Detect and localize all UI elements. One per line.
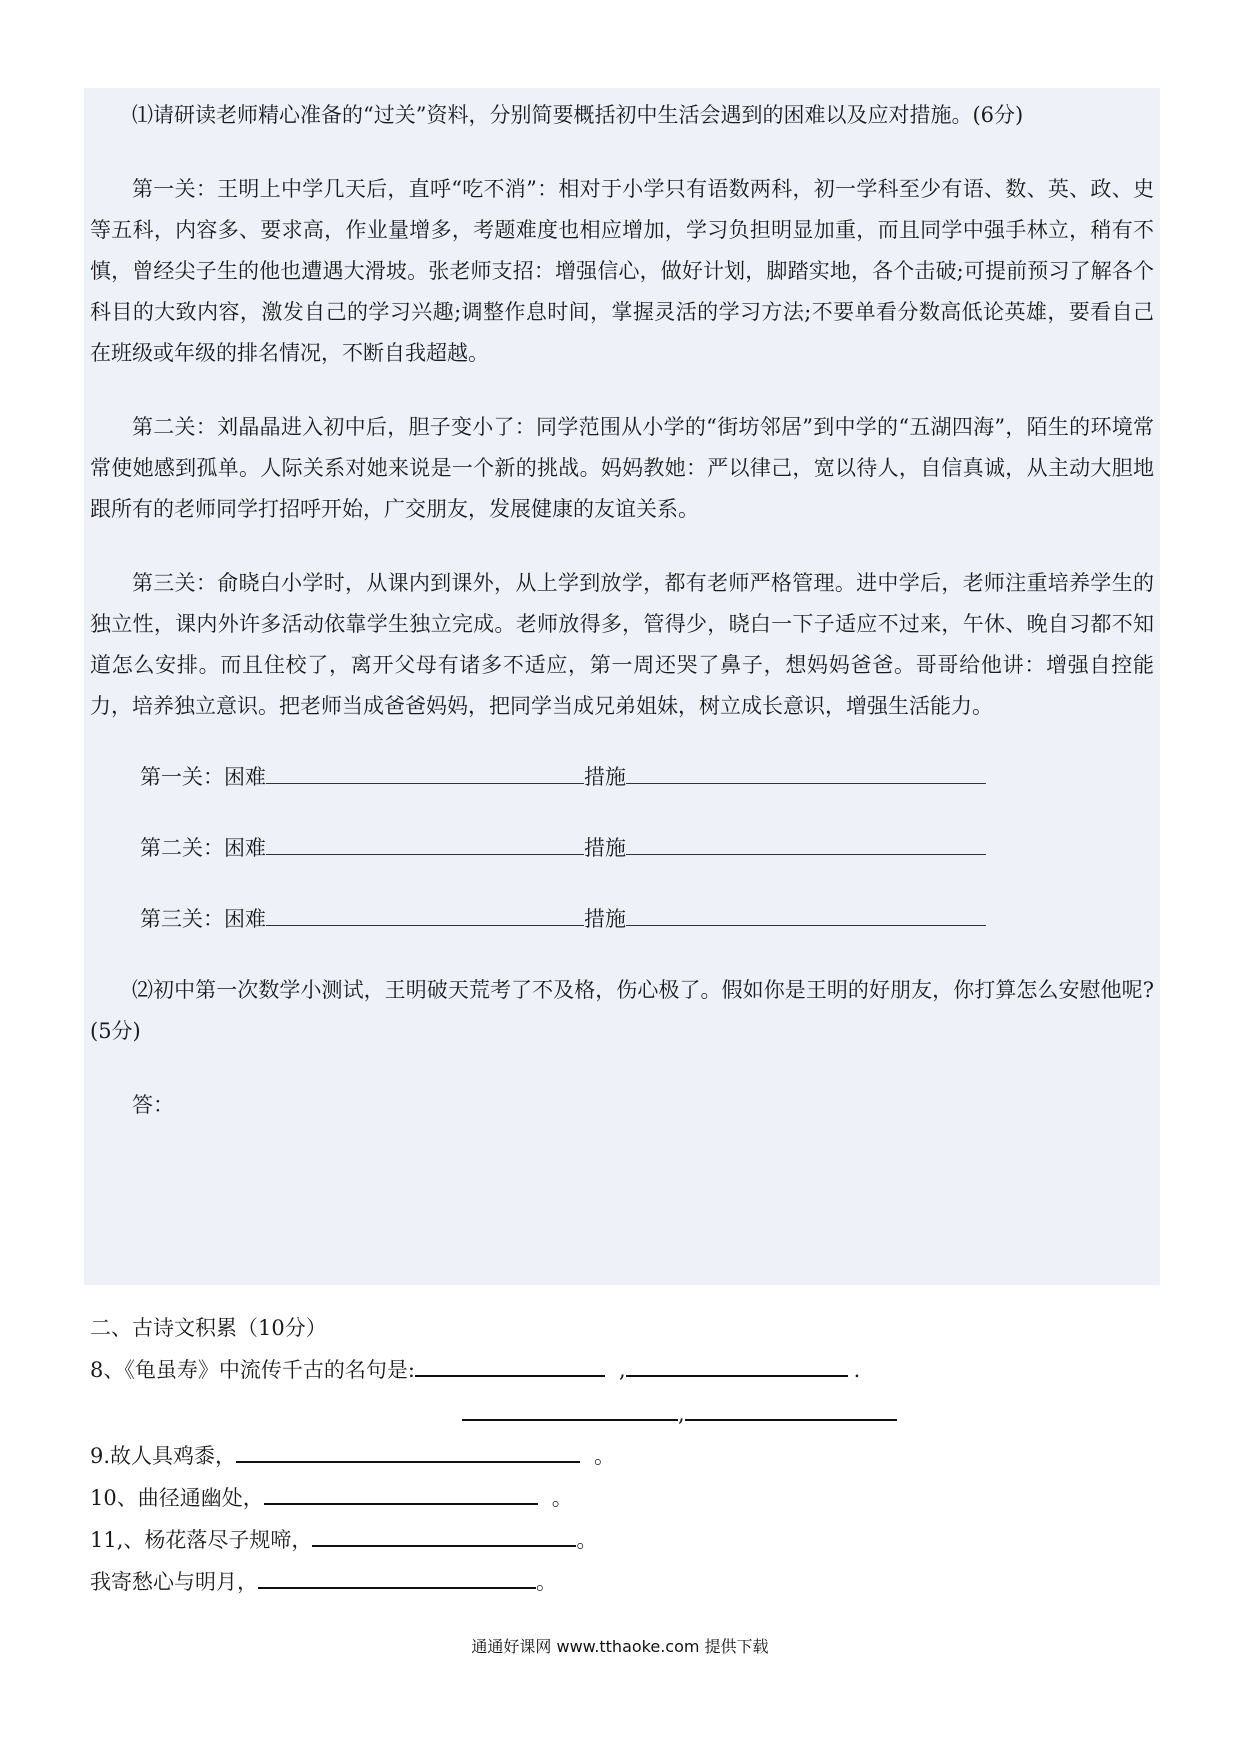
question11-line — [90, 1519, 1154, 1561]
measure-answer-line[interactable] — [626, 899, 986, 926]
q8-blank-1[interactable] — [415, 1349, 605, 1377]
section2-heading: 二、古诗文积累（10分） — [90, 1316, 327, 1340]
fill-row-measure-label: 措施 — [584, 907, 626, 931]
question11b-line — [90, 1561, 1154, 1603]
reading-question-content — [90, 95, 1154, 1126]
q8-separator: , — [618, 1358, 626, 1382]
q9-blank[interactable] — [236, 1435, 580, 1463]
answer-label: 答： — [132, 1093, 174, 1117]
question8-prompt: 8、《龟虽寿》中流传千古的名句是: — [90, 1358, 415, 1382]
fill-row-pass1 — [90, 757, 1154, 798]
fill-row-measure-label: 措施 — [584, 765, 626, 789]
question8-line2 — [90, 1393, 1154, 1435]
difficulty-answer-line[interactable] — [266, 757, 584, 784]
pass3-paragraph: 第三关：俞晓白小学时，从课内到课外，从上学到放学，都有老师严格管理。进中学后，老师注重培养学生的独立性，课内外许多活动依靠学生独立完成。老师放得多，管得少，晓白一下子适应不过来，午休、晚自习都不知道怎么安排。而且住校了，离开父母有诸多不适应，第一周还哭了鼻子，想妈妈爸爸。哥哥给他讲：增强自控能力，培养独立意识。把老师当成爸爸妈妈，把同学当成兄弟姐妹，树立成长意识，增强生活能力。 — [90, 571, 1154, 718]
question11-prompt: 11,、杨花落尽子规啼， — [90, 1528, 313, 1552]
q8-blank-2[interactable] — [626, 1349, 848, 1377]
poetry-section — [90, 1308, 1154, 1603]
q10-end-punct: 。 — [551, 1486, 573, 1510]
q11-end-punct: 。 — [576, 1528, 598, 1552]
q8-blank-3[interactable] — [462, 1393, 678, 1421]
q8-separator-2: , — [678, 1402, 685, 1426]
question10-prompt: 10、曲径通幽处， — [90, 1486, 264, 1510]
q10-blank[interactable] — [264, 1477, 538, 1505]
page-footer: 通通好课网 www.tthaoke.com 提供下载 — [471, 1637, 769, 1656]
question2-prompt: ⑵初中第一次数学小测试，王明破天荒考了不及格，伤心极了。假如你是王明的好朋友，你打算怎么安慰他呢?(5分) — [90, 978, 1154, 1043]
difficulty-answer-line[interactable] — [266, 828, 584, 855]
fill-row-measure-label: 措施 — [584, 836, 626, 860]
difficulty-answer-line[interactable] — [266, 899, 584, 926]
question8-line — [90, 1349, 1154, 1391]
pass2-paragraph: 第二关：刘晶晶进入初中后，胆子变小了：同学范围从小学的“街坊邻居”到中学的“五湖四海”，陌生的环境常常使她感到孤单。人际关系对她来说是一个新的挑战。妈妈教她：严以律己，宽以待人，自信真诚，从主动大胆地跟所有的老师同学打招呼开始，广交朋友，发展健康的友谊关系。 — [90, 415, 1154, 521]
q8-end-punct: . — [853, 1358, 861, 1382]
q9-end-punct: 。 — [594, 1444, 616, 1468]
fill-row-pass-label: 第二关： — [140, 836, 224, 860]
q11-blank[interactable] — [312, 1519, 576, 1547]
fill-row-pass-label: 第一关： — [140, 765, 224, 789]
measure-answer-line[interactable] — [626, 757, 986, 784]
q8-blank-4[interactable] — [685, 1393, 897, 1421]
fill-row-difficulty-label: 困难 — [224, 836, 266, 860]
question10-line — [90, 1477, 1154, 1519]
q11b-end-punct: 。 — [536, 1570, 557, 1594]
question9-prompt: 9.故人具鸡黍， — [90, 1444, 237, 1468]
question1-prompt: ⑴请研读老师精心准备的“过关”资料，分别简要概括初中生活会遇到的困难以及应对措施。(6分) — [132, 103, 1024, 127]
pass1-paragraph: 第一关：王明上中学几天后，直呼“吃不消”：相对于小学只有语数两科，初一学科至少有语、数、英、政、史等五科，内容多、要求高，作业量增多，考题难度也相应增加，学习负担明显加重，而且同学中强手林立，稍有不慎，曾经尖子生的他也遭遇大滑坡。张老师支招：增强信心，做好计划，脚踏实地，各个击破;可提前预习了解各个科目的大致内容，激发自己的学习兴趣;调整作息时间，掌握灵活的学习方法;不要单看分数高低论英雄，要看自己在班级或年级的排名情况，不断自我超越。 — [90, 177, 1154, 365]
question9-line — [90, 1435, 1154, 1477]
fill-row-difficulty-label: 困难 — [224, 765, 266, 789]
fill-row-pass3 — [90, 899, 1154, 940]
question11b-prompt: 我寄愁心与明月， — [90, 1570, 258, 1594]
fill-row-pass-label: 第三关： — [140, 907, 224, 931]
fill-row-difficulty-label: 困难 — [224, 907, 266, 931]
q11b-blank[interactable] — [258, 1561, 536, 1589]
measure-answer-line[interactable] — [626, 828, 986, 855]
fill-row-pass2 — [90, 828, 1154, 869]
